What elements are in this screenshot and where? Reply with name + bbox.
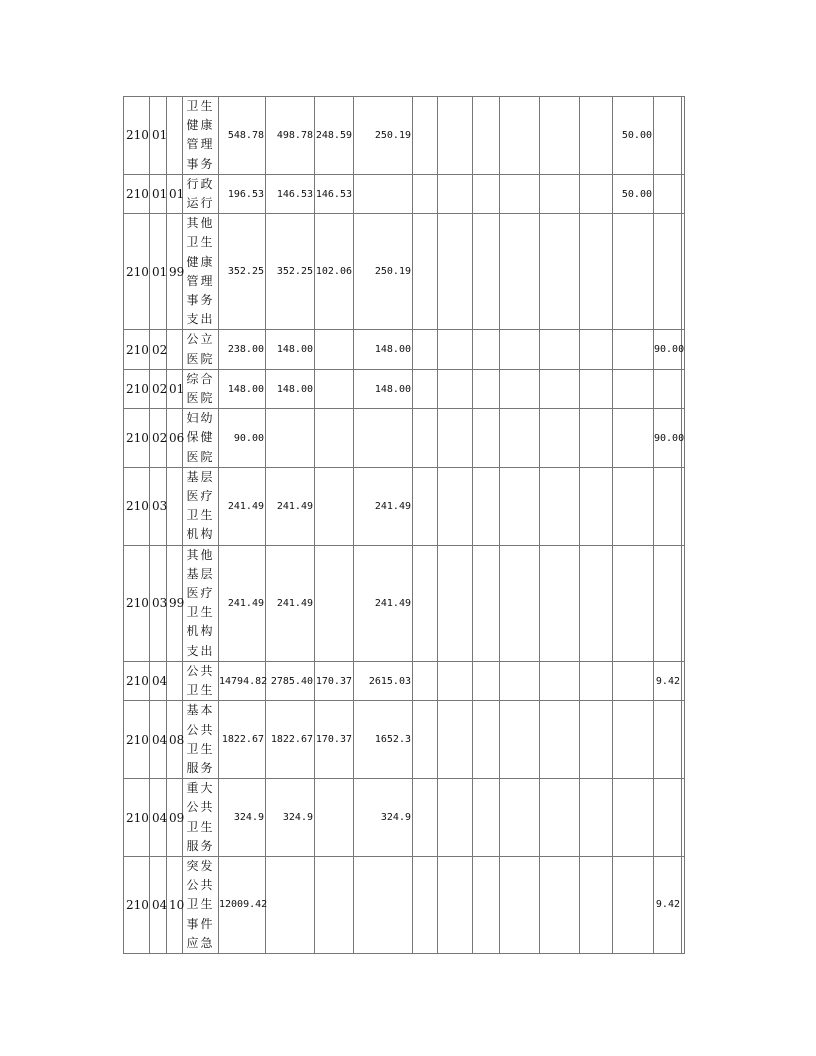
section-code-cell: 01 <box>150 214 167 330</box>
item-code-cell: 09 <box>167 779 183 857</box>
amount-cell: 352.25 <box>266 214 315 330</box>
amount-cell <box>580 369 613 408</box>
amount-cell: 324.9 <box>354 779 413 857</box>
amount-cell <box>473 661 500 700</box>
amount-cell <box>682 467 685 545</box>
amount-cell <box>315 369 354 408</box>
class-code-cell: 210 <box>124 467 150 545</box>
amount-cell <box>413 856 438 953</box>
amount-cell <box>540 545 580 661</box>
item-name-cell <box>183 467 219 545</box>
item-name: 其他基层医疗卫生机构支出 <box>186 547 215 658</box>
item-code-cell: 99 <box>167 214 183 330</box>
amount-cell <box>354 409 413 468</box>
item-code-cell: 08 <box>167 701 183 779</box>
item-name-cell <box>183 174 219 213</box>
amount-cell: 148.00 <box>219 369 266 408</box>
amount-cell <box>540 467 580 545</box>
amount-cell: 9.42 <box>654 661 682 700</box>
item-code-cell <box>167 467 183 545</box>
amount-cell: 1822.67 <box>219 701 266 779</box>
amount-cell: 248.59 <box>315 97 354 175</box>
amount-cell <box>413 779 438 857</box>
class-code-cell: 210 <box>124 369 150 408</box>
amount-cell <box>682 174 685 213</box>
amount-cell: 90.00 <box>654 409 682 468</box>
amount-cell: 1652.3 <box>354 701 413 779</box>
item-code-cell <box>167 330 183 369</box>
amount-cell: 241.49 <box>266 545 315 661</box>
amount-cell: 250.19 <box>354 214 413 330</box>
amount-cell: 148.00 <box>354 369 413 408</box>
amount-cell <box>413 409 438 468</box>
amount-cell <box>613 701 654 779</box>
amount-cell: 90.00 <box>219 409 266 468</box>
amount-cell <box>266 856 315 953</box>
amount-cell <box>613 409 654 468</box>
item-name: 行政运行 <box>186 176 215 211</box>
item-name: 妇幼保健医院 <box>186 411 215 464</box>
amount-cell <box>315 856 354 953</box>
item-name: 卫生健康管理事务 <box>186 99 215 171</box>
amount-cell <box>540 214 580 330</box>
amount-cell <box>413 369 438 408</box>
amount-cell <box>413 214 438 330</box>
amount-cell <box>438 174 473 213</box>
amount-cell <box>540 856 580 953</box>
section-code-cell: 03 <box>150 545 167 661</box>
section-code-cell: 01 <box>150 174 167 213</box>
amount-cell <box>580 409 613 468</box>
item-code-cell: 01 <box>167 174 183 213</box>
table-row <box>124 174 685 213</box>
section-code-cell: 02 <box>150 409 167 468</box>
item-code-cell: 99 <box>167 545 183 661</box>
amount-cell <box>500 779 540 857</box>
section-code-cell: 03 <box>150 467 167 545</box>
amount-cell: 90.00 <box>654 330 682 369</box>
amount-cell <box>613 661 654 700</box>
class-code-cell: 210 <box>124 701 150 779</box>
amount-cell <box>613 779 654 857</box>
amount-cell <box>438 701 473 779</box>
amount-cell <box>654 97 682 175</box>
amount-cell <box>540 174 580 213</box>
amount-cell <box>438 369 473 408</box>
amount-cell <box>315 409 354 468</box>
class-code-cell: 210 <box>124 214 150 330</box>
item-name-cell <box>183 409 219 468</box>
amount-cell <box>500 214 540 330</box>
amount-cell <box>500 330 540 369</box>
amount-cell <box>438 409 473 468</box>
amount-cell <box>473 214 500 330</box>
table-row <box>124 214 685 330</box>
amount-cell <box>540 409 580 468</box>
amount-cell <box>580 661 613 700</box>
amount-cell <box>354 856 413 953</box>
amount-cell <box>682 701 685 779</box>
amount-cell <box>654 174 682 213</box>
amount-cell <box>500 369 540 408</box>
amount-cell <box>613 330 654 369</box>
amount-cell <box>473 779 500 857</box>
item-name-cell <box>183 214 219 330</box>
amount-cell: 241.49 <box>219 545 266 661</box>
item-name: 其他卫生健康管理事务支出 <box>186 216 215 327</box>
item-name: 公立医院 <box>186 332 215 366</box>
item-name-cell <box>183 97 219 175</box>
amount-cell: 14794.82 <box>219 661 266 700</box>
amount-cell <box>613 214 654 330</box>
section-code-cell: 04 <box>150 701 167 779</box>
item-code-cell <box>167 661 183 700</box>
amount-cell: 241.49 <box>219 467 266 545</box>
amount-cell: 238.00 <box>219 330 266 369</box>
table-body <box>124 97 685 954</box>
amount-cell <box>413 330 438 369</box>
amount-cell <box>580 467 613 545</box>
amount-cell <box>438 330 473 369</box>
class-code-cell: 210 <box>124 174 150 213</box>
amount-cell: 352.25 <box>219 214 266 330</box>
table-row <box>124 661 685 700</box>
amount-cell: 148.00 <box>354 330 413 369</box>
amount-cell <box>413 545 438 661</box>
amount-cell <box>500 701 540 779</box>
amount-cell: 170.37 <box>315 701 354 779</box>
amount-cell <box>438 97 473 175</box>
amount-cell <box>682 214 685 330</box>
table-row <box>124 467 685 545</box>
amount-cell: 241.49 <box>266 467 315 545</box>
amount-cell <box>473 174 500 213</box>
amount-cell <box>500 661 540 700</box>
section-code-cell: 02 <box>150 369 167 408</box>
item-name: 综合医院 <box>186 371 215 406</box>
item-name-cell <box>183 369 219 408</box>
item-name-cell <box>183 701 219 779</box>
amount-cell <box>654 701 682 779</box>
amount-cell <box>540 661 580 700</box>
amount-cell <box>315 545 354 661</box>
table-row <box>124 545 685 661</box>
amount-cell <box>500 856 540 953</box>
amount-cell <box>473 701 500 779</box>
amount-cell <box>413 467 438 545</box>
section-code-cell: 04 <box>150 779 167 857</box>
amount-cell <box>580 545 613 661</box>
amount-cell: 9.42 <box>654 856 682 953</box>
item-name: 基层医疗卫生机构 <box>186 469 215 542</box>
amount-cell: 196.53 <box>219 174 266 213</box>
amount-cell: 498.78 <box>266 97 315 175</box>
amount-cell <box>438 214 473 330</box>
item-code-cell: 01 <box>167 369 183 408</box>
amount-cell: 148.00 <box>266 330 315 369</box>
item-name-cell <box>183 779 219 857</box>
class-code-cell: 210 <box>124 97 150 175</box>
amount-cell <box>654 779 682 857</box>
amount-cell <box>654 214 682 330</box>
amount-cell <box>438 467 473 545</box>
amount-cell <box>413 97 438 175</box>
amount-cell: 241.49 <box>354 545 413 661</box>
amount-cell <box>500 409 540 468</box>
amount-cell <box>580 779 613 857</box>
amount-cell: 50.00 <box>613 174 654 213</box>
table-row <box>124 779 685 857</box>
amount-cell <box>682 545 685 661</box>
amount-cell <box>540 369 580 408</box>
class-code-cell: 210 <box>124 856 150 953</box>
amount-cell: 170.37 <box>315 661 354 700</box>
class-code-cell: 210 <box>124 779 150 857</box>
amount-cell <box>500 545 540 661</box>
amount-cell <box>438 661 473 700</box>
amount-cell: 148.00 <box>266 369 315 408</box>
amount-cell <box>473 545 500 661</box>
table-row <box>124 701 685 779</box>
amount-cell <box>500 174 540 213</box>
table-row <box>124 856 685 953</box>
amount-cell <box>473 467 500 545</box>
item-name: 重大公共卫生服务 <box>186 781 215 853</box>
class-code-cell: 210 <box>124 661 150 700</box>
amount-cell <box>613 467 654 545</box>
amount-cell <box>540 779 580 857</box>
amount-cell <box>682 856 685 953</box>
table-row <box>124 330 685 369</box>
item-name-cell <box>183 856 219 953</box>
amount-cell <box>613 369 654 408</box>
amount-cell: 250.19 <box>354 97 413 175</box>
budget-table <box>123 96 685 954</box>
amount-cell <box>613 545 654 661</box>
amount-cell <box>654 467 682 545</box>
class-code-cell: 210 <box>124 330 150 369</box>
amount-cell <box>540 330 580 369</box>
table-row <box>124 369 685 408</box>
class-code-cell: 210 <box>124 409 150 468</box>
amount-cell <box>413 701 438 779</box>
amount-cell <box>413 661 438 700</box>
amount-cell <box>580 856 613 953</box>
item-name: 公共卫生 <box>186 663 215 698</box>
amount-cell <box>473 97 500 175</box>
item-code-cell: 06 <box>167 409 183 468</box>
amount-cell <box>682 369 685 408</box>
amount-cell <box>438 545 473 661</box>
amount-cell <box>354 174 413 213</box>
amount-cell: 2785.40 <box>266 661 315 700</box>
amount-cell <box>315 330 354 369</box>
amount-cell: 241.49 <box>354 467 413 545</box>
amount-cell <box>682 661 685 700</box>
amount-cell <box>580 330 613 369</box>
amount-cell: 50.00 <box>613 97 654 175</box>
item-name-cell <box>183 330 219 369</box>
section-code-cell: 04 <box>150 856 167 953</box>
item-name-cell <box>183 545 219 661</box>
amount-cell <box>315 467 354 545</box>
amount-cell <box>438 779 473 857</box>
amount-cell <box>473 369 500 408</box>
amount-cell: 146.53 <box>315 174 354 213</box>
amount-cell: 324.9 <box>266 779 315 857</box>
section-code-cell: 04 <box>150 661 167 700</box>
amount-cell <box>540 701 580 779</box>
item-code-cell: 10 <box>167 856 183 953</box>
class-code-cell: 210 <box>124 545 150 661</box>
amount-cell <box>613 856 654 953</box>
item-name: 突发公共卫生事件应急 <box>186 858 215 950</box>
section-code-cell: 01 <box>150 97 167 175</box>
amount-cell: 1822.67 <box>266 701 315 779</box>
amount-cell <box>580 214 613 330</box>
amount-cell <box>473 330 500 369</box>
amount-cell: 146.53 <box>266 174 315 213</box>
item-code-cell <box>167 97 183 175</box>
amount-cell <box>500 97 540 175</box>
amount-cell <box>580 174 613 213</box>
amount-cell <box>315 779 354 857</box>
amount-cell <box>682 97 685 175</box>
amount-cell <box>413 174 438 213</box>
amount-cell: 2615.03 <box>354 661 413 700</box>
amount-cell <box>438 856 473 953</box>
amount-cell <box>654 545 682 661</box>
amount-cell <box>580 97 613 175</box>
amount-cell: 548.78 <box>219 97 266 175</box>
amount-cell <box>580 701 613 779</box>
amount-cell <box>654 369 682 408</box>
item-name: 基本公共卫生服务 <box>186 703 215 775</box>
amount-cell: 102.06 <box>315 214 354 330</box>
amount-cell <box>473 409 500 468</box>
amount-cell <box>540 97 580 175</box>
amount-cell <box>473 856 500 953</box>
item-name-cell <box>183 661 219 700</box>
table-row <box>124 409 685 468</box>
table-row <box>124 97 685 175</box>
amount-cell: 12009.42 <box>219 856 266 953</box>
amount-cell <box>500 467 540 545</box>
amount-cell <box>266 409 315 468</box>
section-code-cell: 02 <box>150 330 167 369</box>
amount-cell <box>682 779 685 857</box>
amount-cell: 324.9 <box>219 779 266 857</box>
